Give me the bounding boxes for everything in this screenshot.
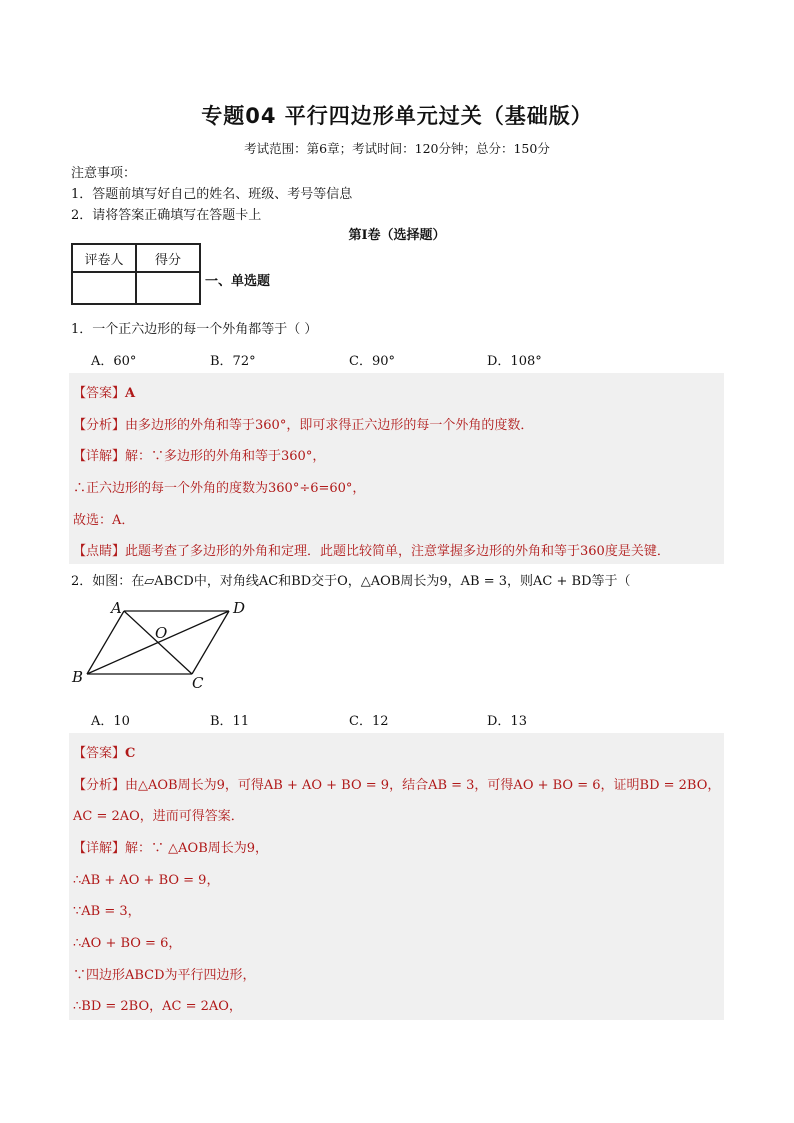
analysis-text: 由多边形的外角和等于360°，即可求得正六边形的每一个外角的度数．: [125, 418, 534, 433]
q1-detail-line-2: ∴正六边形的每一个外角的度数为360°÷6=60°，: [73, 481, 366, 496]
detail-text: 解：∵多边形的外角和等于360°，: [125, 449, 326, 464]
question-1-option-c: C．90°: [349, 354, 395, 369]
comment-text: 此题考查了多边形的外角和定理．此题比较简单，注意掌握多边形的外角和等于360度是关键．: [125, 544, 670, 559]
q2-detail-line-6: ∴BD = 2BO，AC = 2AO，: [73, 999, 242, 1014]
detail-text: 解：∵ △AOB周长为9，: [125, 841, 269, 856]
answer-tag: 【答案】: [73, 386, 126, 401]
question-2-option-c: C．12: [349, 714, 389, 729]
table-header-score: 得分: [136, 244, 200, 272]
q1-comment-line: [73, 540, 670, 559]
q2-analysis-line-2: AC = 2AO，进而可得答案．: [73, 809, 244, 824]
answer-value: C: [125, 746, 136, 761]
vertex-label-b: B: [72, 668, 84, 686]
q2-detail-line-1: [73, 837, 268, 856]
analysis-text: 由△AOB周长为9，可得AB + AO + BO = 9，结合AB = 3，可得AO + BO = 6，证明BD = 2BO，: [125, 778, 721, 793]
doc-title: 专题04 平行四边形单元过关（基础版）: [201, 104, 593, 128]
detail-tag: 【详解】: [73, 449, 126, 464]
doc-subtitle: 考试范围：第6章；考试时间：120分钟；总分：150分: [244, 141, 550, 156]
table-header-grader: 评卷人: [72, 244, 136, 272]
q2-analysis-line-1: [73, 774, 720, 793]
question-2-stem: 2．如图：在▱ABCD中，对角线AC和BD交于O，△AOB周长为9，AB = 3，则AC + BD等于（: [71, 574, 631, 589]
question-2-option-d: D．13: [487, 714, 527, 729]
vertex-label-a: A: [111, 599, 122, 617]
question-1-option-a: A．60°: [91, 354, 137, 369]
section-title: 一、单选题: [205, 274, 271, 289]
diagonal-bd: [87, 611, 229, 674]
question-2-option-a: A．10: [91, 714, 130, 729]
parallelogram-figure: [66, 596, 266, 692]
question-2-solution: [69, 733, 724, 1020]
q2-detail-line-3: ∵AB = 3，: [73, 904, 141, 919]
q1-answer-line: [73, 382, 135, 401]
notice-item-1: 1．答题前填写好自己的姓名、班级、考号等信息: [71, 187, 353, 202]
question-2-option-b: B．11: [210, 714, 250, 729]
analysis-tag: 【分析】: [73, 418, 126, 433]
q1-analysis-line: [73, 414, 533, 433]
q2-answer-line: [73, 742, 135, 761]
question-1-option-b: B．72°: [210, 354, 256, 369]
analysis-tag: 【分析】: [73, 778, 126, 793]
vertex-label-o: O: [155, 624, 168, 642]
q2-detail-line-2: ∴AB + AO + BO = 9，: [73, 873, 220, 888]
notice-title: 注意事项：: [71, 166, 137, 181]
score-table: [71, 243, 201, 305]
question-1-option-d: D．108°: [487, 354, 542, 369]
volume-title: 第I卷（选择题）: [348, 228, 446, 243]
q2-detail-line-4: ∴AO + BO = 6，: [73, 936, 182, 951]
q1-detail-line-3: 故选：A．: [73, 513, 135, 528]
question-1-stem: 1．一个正六边形的每一个外角都等于（ ）: [71, 322, 318, 337]
parallelogram-lines: [87, 611, 229, 674]
question-1-solution: [69, 373, 724, 564]
detail-tag: 【详解】: [73, 841, 126, 856]
table-cell-grader: [72, 272, 136, 304]
q2-detail-line-5: ∵四边形ABCD为平行四边形，: [73, 968, 256, 983]
notice-item-2: 2．请将答案正确填写在答题卡上: [71, 208, 262, 223]
answer-tag: 【答案】: [73, 746, 126, 761]
comment-tag: 【点睛】: [73, 544, 126, 559]
edge-ba: [87, 611, 124, 674]
vertex-label-c: C: [192, 674, 204, 692]
q1-detail-line-1: [73, 445, 325, 464]
edge-dc: [192, 611, 229, 674]
table-cell-score: [136, 272, 200, 304]
answer-value: A: [125, 386, 136, 401]
vertex-label-d: D: [233, 599, 246, 617]
